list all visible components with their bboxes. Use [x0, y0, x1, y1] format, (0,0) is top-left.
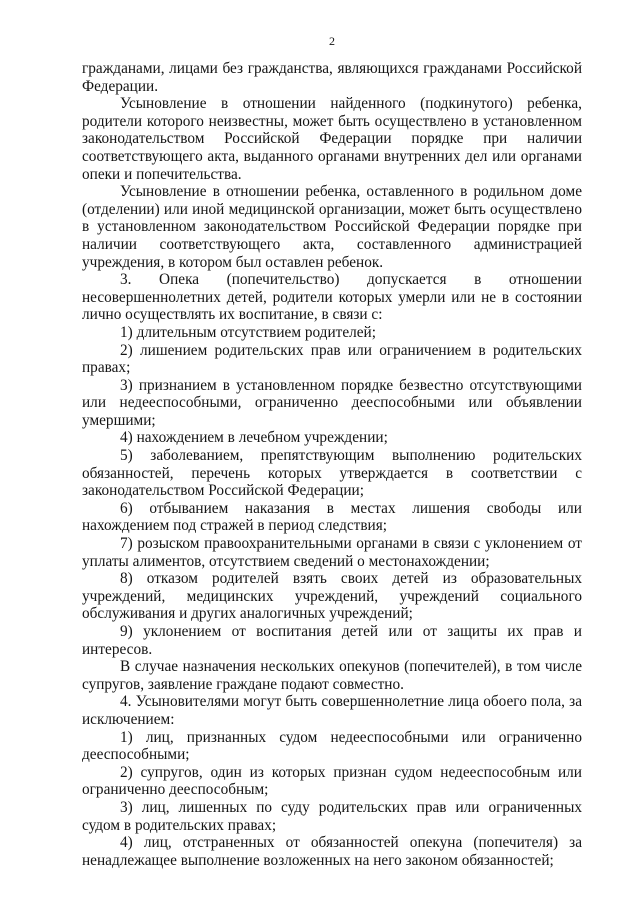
list-item-guardianship-3: 3) признанием в установленном порядке безвестно отсутствующими или недееспособными, ограниченно дееспособными или объявлении умершими;: [82, 376, 582, 429]
list-item-exclusion-2: 2) супругов, один из которых признан судом недееспособным или ограниченно дееспособным;: [82, 763, 582, 799]
list-item-guardianship-4: 4) нахождением в лечебном учреждении;: [120, 429, 388, 447]
paragraph-adoption-maternity-child: Усыновление в отношении ребенка, оставленного в родильном доме (отделении) или иной медицинской организации, может быть осуществлено в установленном законодательством Российской Федерации порядке при наличии соответствующего акта, составленного администрацией учреждения, в котором был оставлен ребенок.: [82, 183, 582, 271]
paragraph-adoption-found-child: Усыновление в отношении найденного (подкинутого) ребенка, родители которого неизвестны, может быть осуществлено в установленном законодательством Российской Федерации порядке при наличии соответствующего акта, выданного органами внутренних дел или органами опеки и попечительства.: [82, 95, 582, 183]
list-item-guardianship-1: 1) длительным отсутствием родителей;: [120, 323, 376, 341]
list-item-exclusion-3: 3) лиц, лишенных по суду родительских прав или ограниченных судом в родительских правах;: [82, 798, 582, 834]
paragraph-adopters-intro: 4. Усыновителями могут быть совершеннолетние лица обоего пола, за исключением:: [82, 693, 582, 728]
paragraph-guardianship-intro: 3. Опека (попечительство) допускается в отношении несовершеннолетних детей, родители которых умерли или не в состоянии лично осуществлять их воспитание, в связи с:: [82, 271, 582, 324]
list-item-guardianship-8: 8) отказом родителей взять своих детей из образовательных учреждений, медицинских учреждений, учреждений социального обслуживания и других аналогичных учреждений;: [82, 570, 582, 623]
list-item-guardianship-5: 5) заболеванием, препятствующим выполнению родительских обязанностей, перечень которых утверждается в соответствии с законодательством Российской Федерации;: [82, 447, 582, 500]
document-page: [82, 34, 582, 869]
list-item-guardianship-6: 6) отбыванием наказания в местах лишения свободы или нахождением под стражей в период следствия;: [82, 499, 582, 535]
list-item-guardianship-7: 7) розыском правоохранительными органами в связи с уклонением от уплаты алиментов, отсутствием сведений о местонахождении;: [82, 535, 582, 570]
paragraph-multiple-guardians: В случае назначения нескольких опекунов (попечителей), в том числе супругов, заявление граждане подают совместно.: [82, 658, 582, 693]
list-item-exclusion-4: 4) лиц, отстраненных от обязанностей опекуна (попечителя) за ненадлежащее выполнение возложенных на него законом обязанностей;: [82, 834, 582, 869]
list-item-guardianship-2: 2) лишением родительских прав или ограничением в родительских правах;: [82, 341, 582, 377]
paragraph-continuation: гражданами, лицами без гражданства, являющихся гражданами Российской Федерации.: [82, 60, 582, 95]
page-number: 2: [329, 34, 335, 48]
list-item-exclusion-1: 1) лиц, признанных судом недееспособными или ограниченно дееспособными;: [82, 728, 582, 764]
list-item-guardianship-9: 9) уклонением от воспитания детей или от защиты их прав и интересов.: [82, 623, 582, 658]
